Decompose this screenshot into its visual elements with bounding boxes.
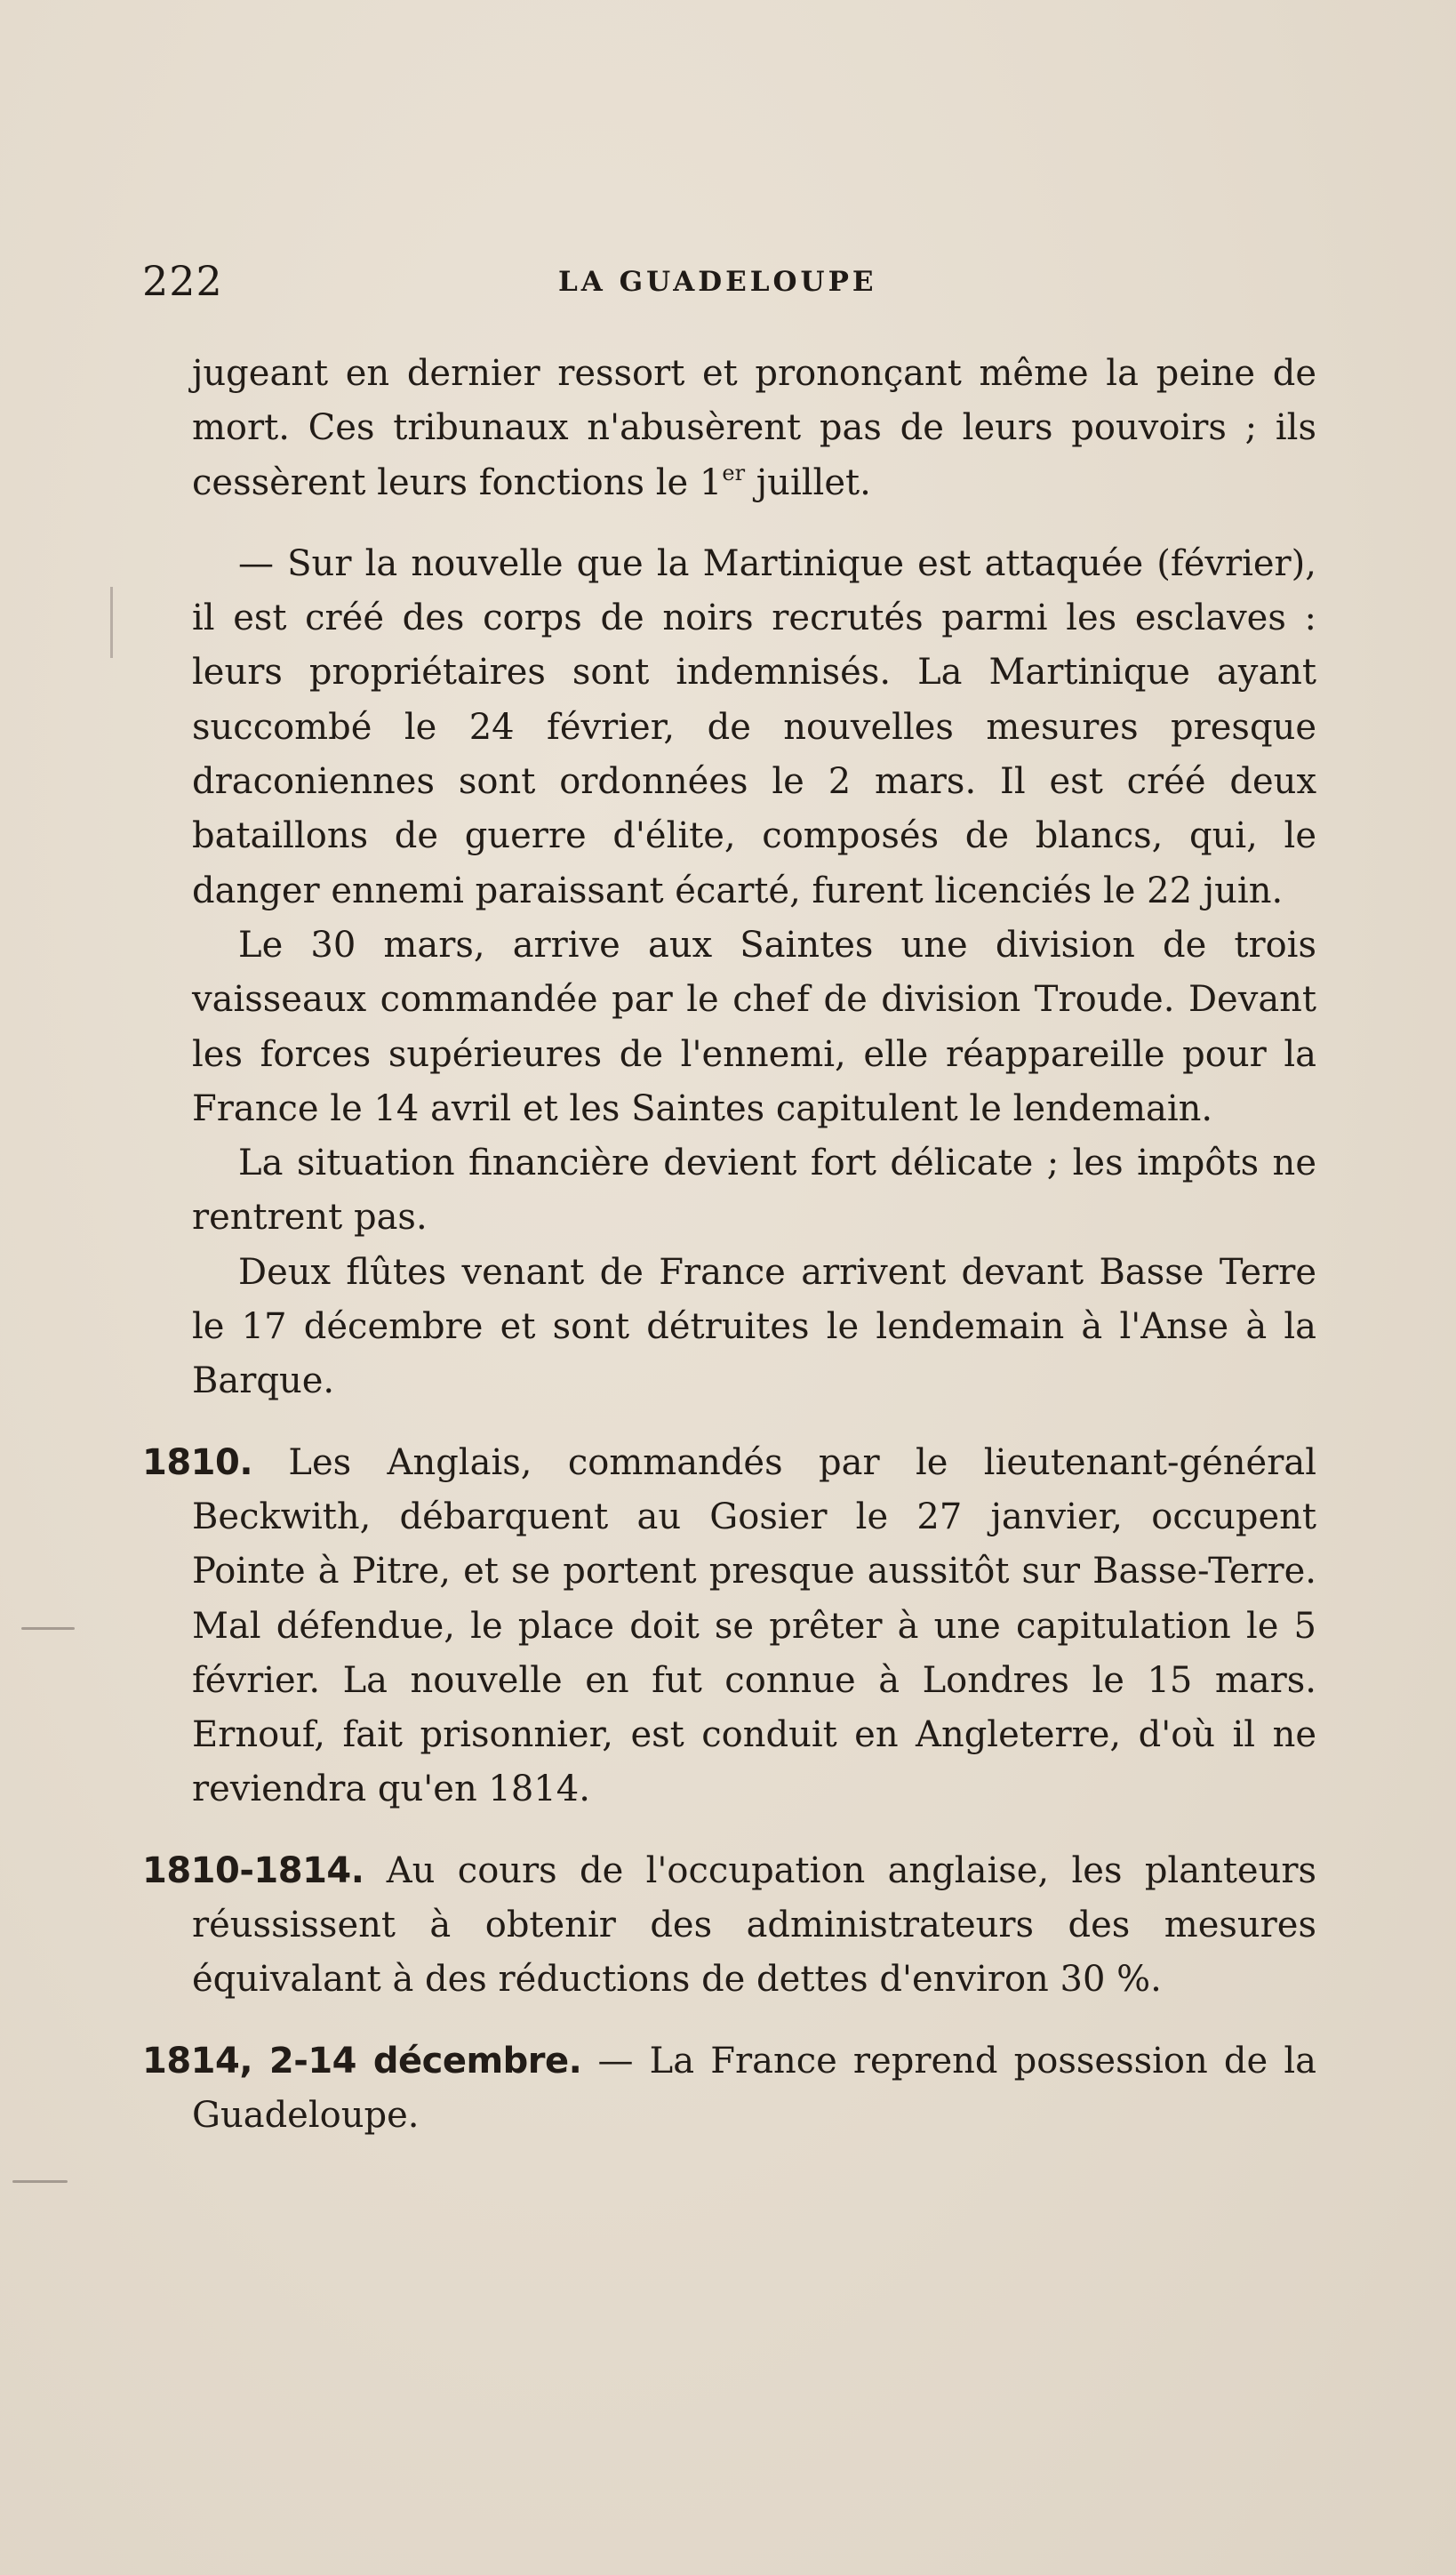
margin-mark — [12, 2180, 68, 2183]
paragraph: — Sur la nouvelle que la Martinique est attaquée (février), il est créé des corps de noirs recrutés parmi les esclaves : leurs propriétaires sont indemnisés. La Martinique ayant succombé le 24 février, de nouvelles mesures presque draconiennes sont ordonnées le 2 mars. Il est créé deux bataillons de guerre d'élite, composés de blancs, qui, le danger ennemi paraissant écarté, furent licenciés le 22 juin. — [192, 542, 1316, 911]
superscript: er — [722, 460, 746, 485]
entry-text: Les Anglais, commandés par le lieutenant-général Beckwith, débarquent au Gosier le 27 janvier, occupent Pointe à Pitre, et se portent presque aussitôt sur Basse-Terre. Mal défendue, le place doit se prêter à une capitulation le 5 février. La nouvelle en fut connue à Londres le 15 mars. Ernouf, fait prisonnier, est conduit en Angleterre, d'où il ne reviendra qu'en 1814. — [192, 1441, 1316, 1810]
running-head: LA GUADELOUPE — [558, 266, 877, 298]
paragraph: La situation financière devient fort délicate ; les impôts ne rentrent pas. — [192, 1143, 1316, 1239]
chronology-entry — [142, 1436, 1316, 1817]
paragraph: Le 30 mars, arrive aux Saintes une division de trois vaisseaux commandée par le chef de division Troude. Devant les forces supérieures de l'ennemi, elle réappareille pour la France le 14 avril et les Saintes capitulent le lendemain. — [192, 924, 1316, 1129]
entry-text: Au cours de l'occupation anglaise, les planteurs réussissent à obtenir des administrateurs des mesures équivalant à des réductions de dettes d'environ 30 %. — [192, 1849, 1316, 2001]
chronology-entry — [142, 2034, 1316, 2144]
paragraph: Deux flûtes venant de France arrivent devant Basse Terre le 17 décembre et sont détruites le lendemain à l'Anse à la Barque. — [192, 1251, 1316, 1402]
page-number: 222 — [142, 257, 223, 305]
margin-mark — [110, 587, 113, 658]
entry-year: 1810-1814. — [142, 1849, 364, 1891]
paragraph-continuation: jugeant en dernier ressort et prononçant même la peine de mort. Ces tribunaux n'abusèrent pas de leurs pouvoirs ; ils cessèrent leurs fonctions le 1er juillet. — [192, 353, 1316, 503]
entry-year: 1810. — [142, 1441, 253, 1483]
page-header — [142, 254, 1316, 317]
entry-text: — La France reprend possession de la Guadeloupe. — [192, 2040, 1316, 2136]
chronology-entry — [142, 1844, 1316, 2008]
margin-mark — [21, 1627, 75, 1630]
page-body — [142, 347, 1316, 2143]
entry-year: 1814, 2-14 décembre. — [142, 2040, 582, 2082]
